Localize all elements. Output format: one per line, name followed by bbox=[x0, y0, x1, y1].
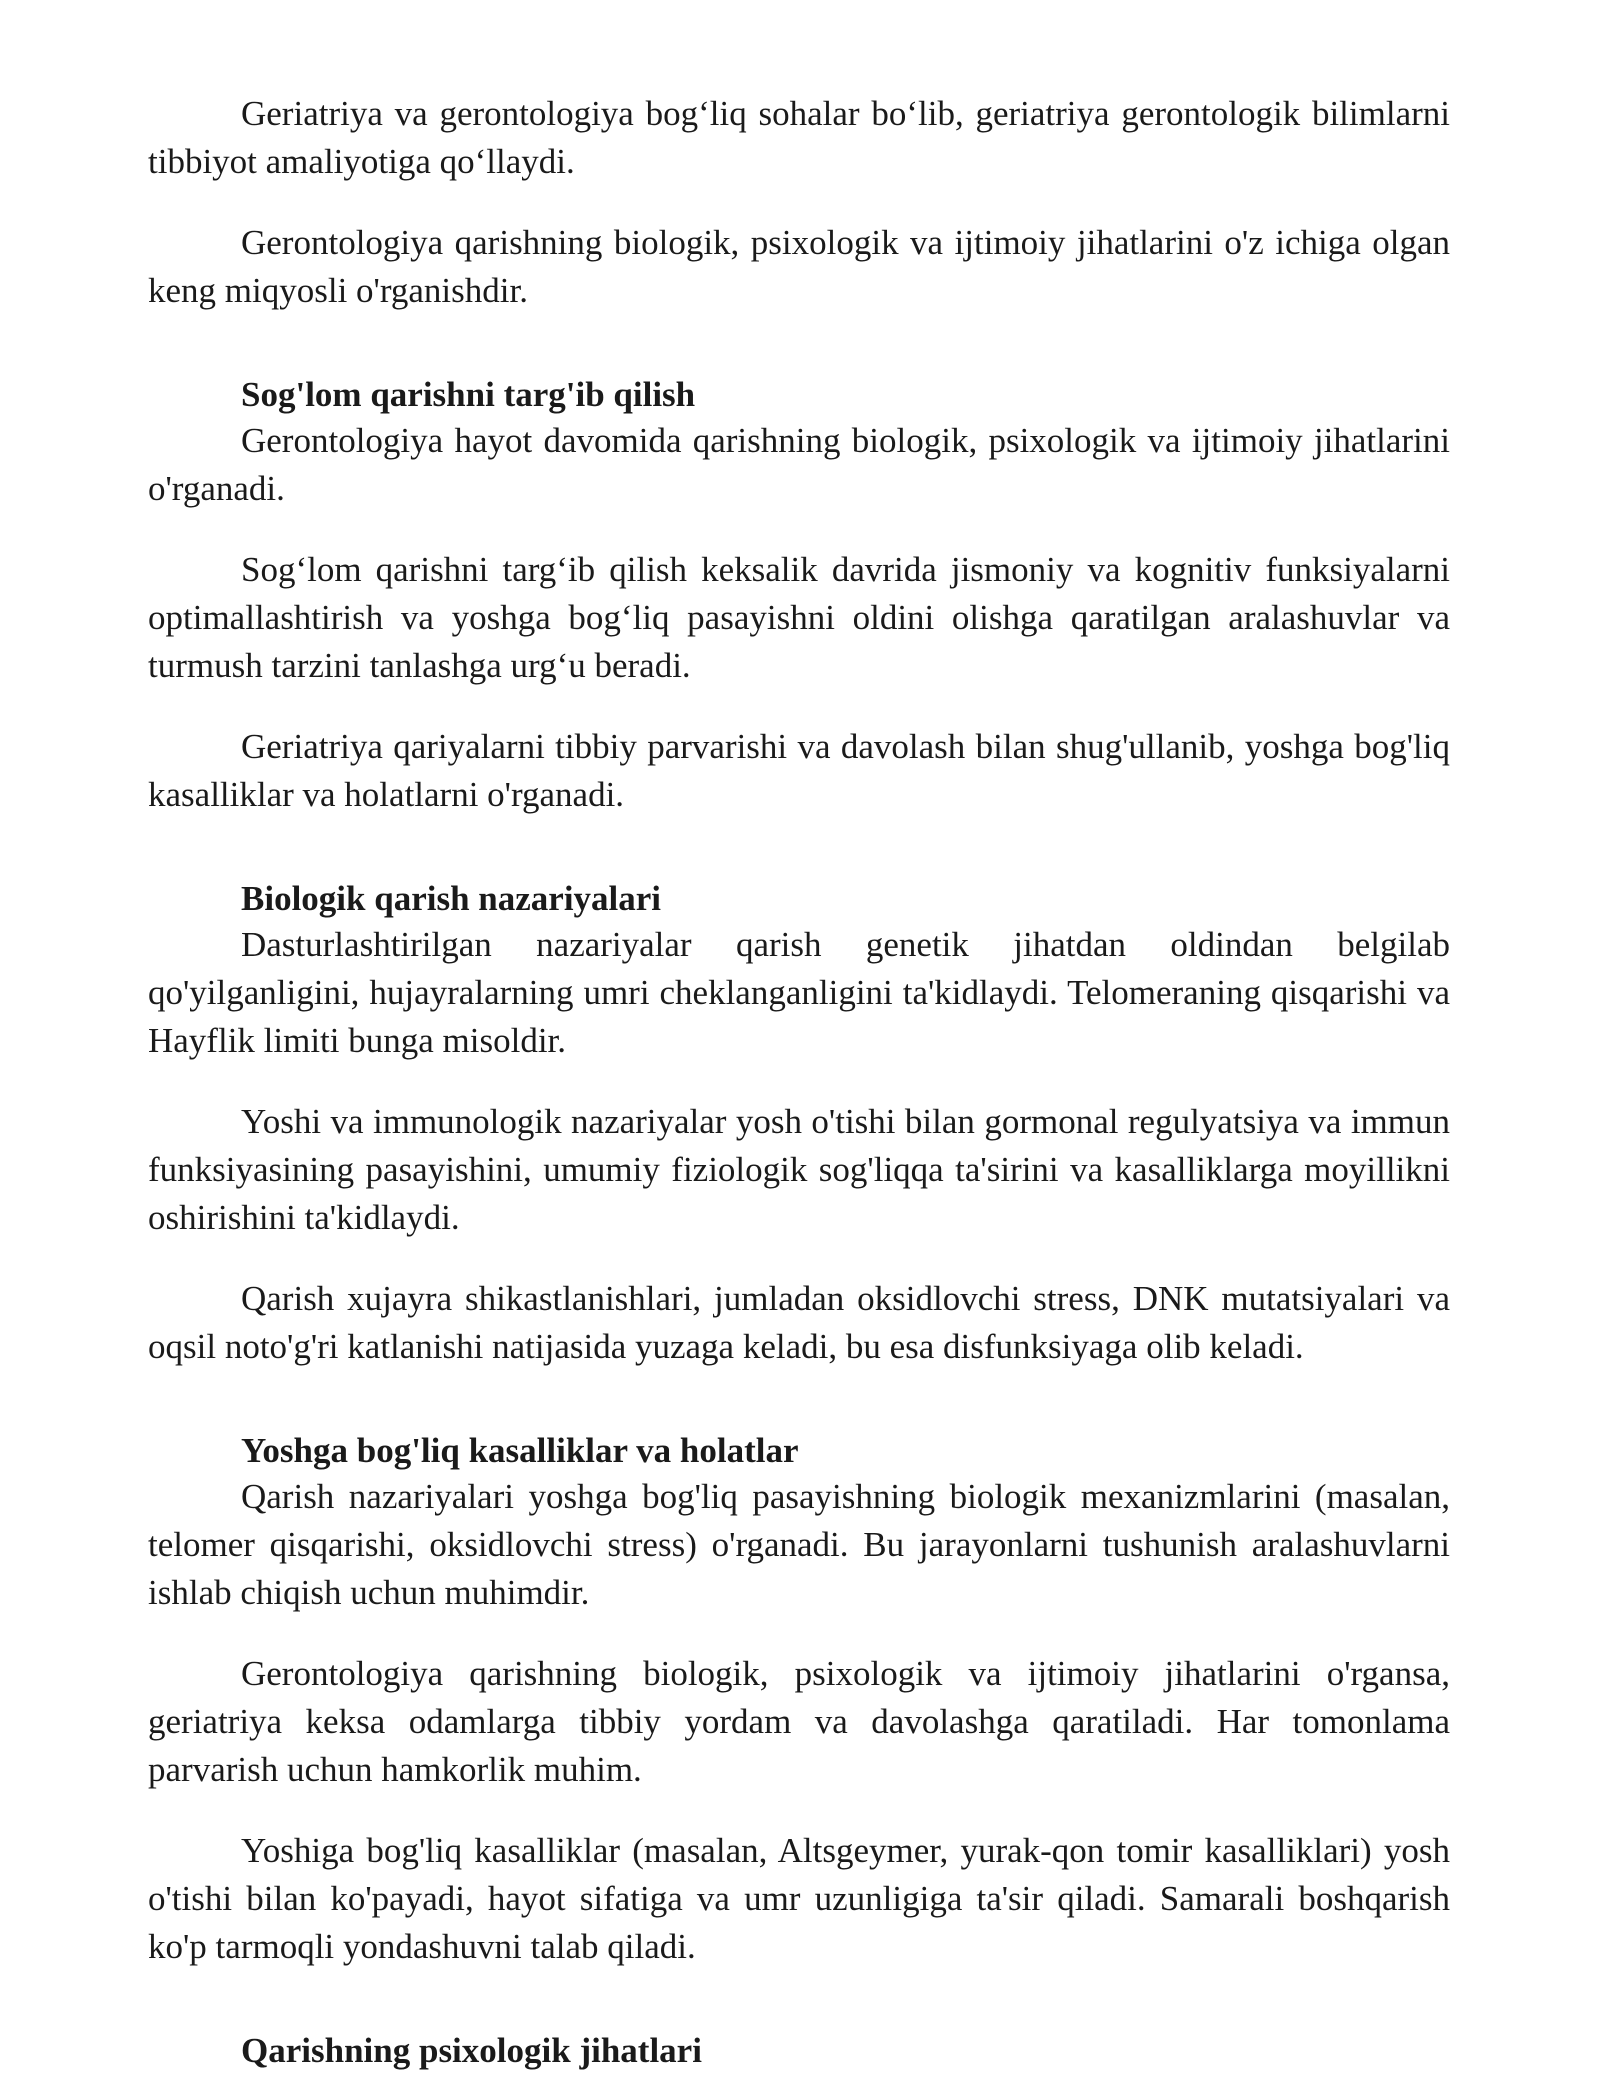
paragraph-gerontology-vs-geriatrics: Gerontologiya qarishning biologik, psixologik va ijtimoiy jihatlarini o'rgansa, geriatriya keksa odamlarga tibbiy yordam va davolashga qaratiladi. Har tomonlama parvarish uchun hamkorlik muhim. bbox=[148, 1654, 1450, 1789]
paragraph-immunological-theories: Yoshi va immunologik nazariyalar yosh o'tishi bilan gormonal regulyatsiya va immun funksiyasining pasayishini, umumiy fiziologik sog'liqqa ta'sirini va kasalliklarga moyillikni oshirishini ta'kidlaydi. bbox=[148, 1102, 1450, 1237]
paragraph-age-related-diseases: Yoshiga bog'liq kasalliklar (masalan, Altsgeymer, yurak-qon tomir kasalliklari) yosh o'tishi bilan ko'payadi, hayot sifatiga va umr uzunligiga ta'sir qiladi. Samarali boshqarish ko'p tarmoqli yondashuvni talab qiladi. bbox=[148, 1831, 1450, 1966]
heading-psychological-aspects: Qarishning psixologik jihatlari bbox=[241, 2031, 702, 2070]
heading-age-related-diseases: Yoshga bog'liq kasalliklar va holatlar bbox=[241, 1431, 799, 1470]
paragraph-gerontology-definition: Gerontologiya qarishning biologik, psixologik va ijtimoiy jihatlarini o'z ichiga olgan keng miqyosli o'rganishdir. bbox=[148, 223, 1450, 310]
paragraph-geriatrics-care: Geriatriya qariyalarni tibbiy parvarishi va davolash bilan shug'ullanib, yoshga bog'liq kasalliklar va holatlarni o'rganadi. bbox=[148, 727, 1450, 814]
heading-biological-aging-theories: Biologik qarish nazariyalari bbox=[241, 879, 662, 918]
paragraph-healthy-aging-promotion: Sog‘lom qarishni targ‘ib qilish keksalik davrida jismoniy va kognitiv funksiyalarni optimallashtirish va yoshga bog‘liq pasayishni oldini olishga qaratilgan aralashuvlar va turmush tarzini tanlashga urg‘u beradi. bbox=[148, 550, 1450, 685]
paragraph-programmed-theories: Dasturlashtirilgan nazariyalar qarish genetik jihatdan oldindan belgilab qo'yilganligini, hujayralarning umri cheklanganligini ta'kidlaydi. Telomeraning qisqarishi va Hayflik limiti bunga misoldir. bbox=[148, 925, 1450, 1060]
heading-healthy-aging: Sog'lom qarishni targ'ib qilish bbox=[241, 375, 696, 414]
document-body bbox=[148, 90, 1450, 2073]
paragraph-geriatrics-gerontology-relation: Geriatriya va gerontologiya bog‘liq sohalar bo‘lib, geriatriya gerontologik bilimlarni tibbiyot amaliyotiga qo‘llaydi. bbox=[148, 94, 1450, 181]
paragraph-gerontology-lifespan: Gerontologiya hayot davomida qarishning biologik, psixologik va ijtimoiy jihatlarini o'rganadi. bbox=[148, 421, 1450, 508]
paragraph-cellular-damage: Qarish xujayra shikastlanishlari, jumladan oksidlovchi stress, DNK mutatsiyalari va oqsil noto'g'ri katlanishi natijasida yuzaga keladi, bu esa disfunksiyaga olib keladi. bbox=[148, 1279, 1450, 1366]
paragraph-aging-mechanisms: Qarish nazariyalari yoshga bog'liq pasayishning biologik mexanizmlarini (masalan, telomer qisqarishi, oksidlovchi stress) o'rganadi. Bu jarayonlarni tushunish aralashuvlarni ishlab chiqish uchun muhimdir. bbox=[148, 1477, 1450, 1612]
